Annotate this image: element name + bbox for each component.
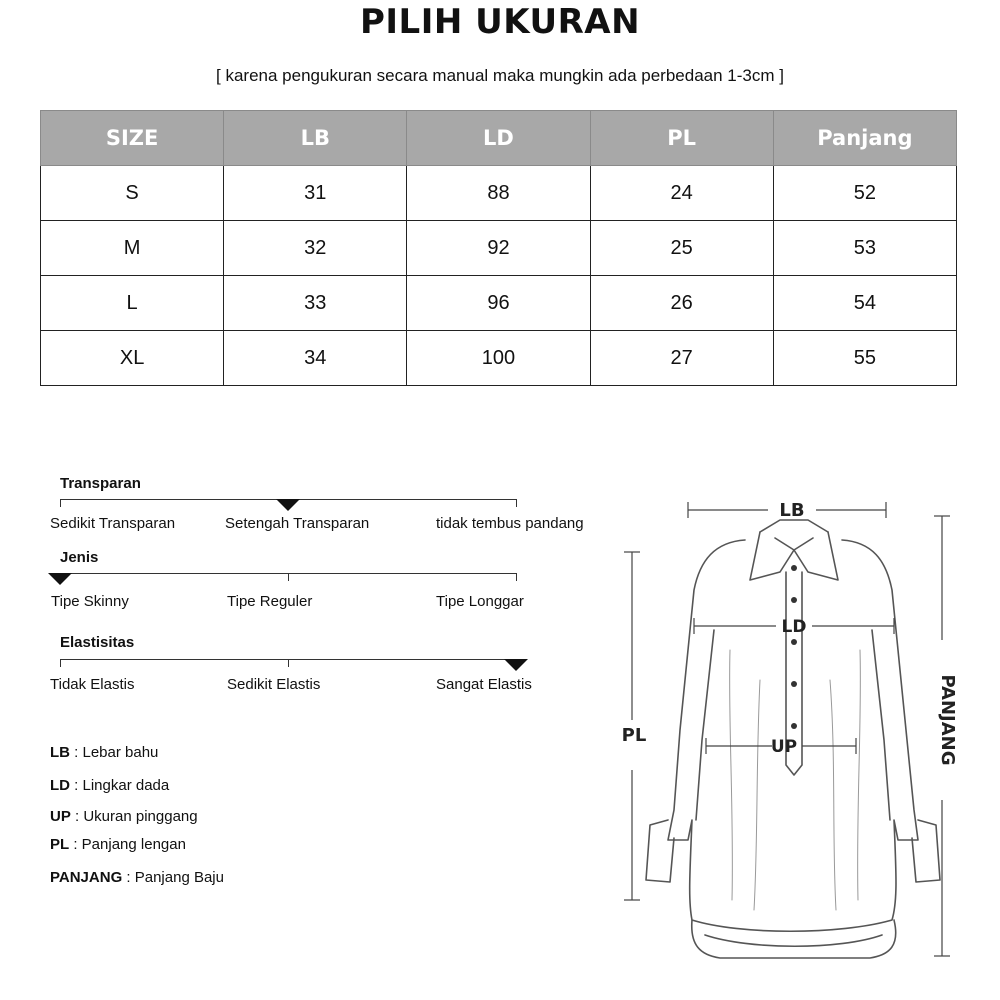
label-ld: LD xyxy=(781,617,807,637)
table-cell: 96 xyxy=(407,276,590,331)
table-cell: 92 xyxy=(407,221,590,276)
scale-option: Tipe Longgar xyxy=(436,593,524,610)
scale-jenis xyxy=(48,549,608,619)
table-row xyxy=(41,276,957,331)
table-cell: 24 xyxy=(590,166,773,221)
scale-tick xyxy=(288,573,289,581)
table-cell: 54 xyxy=(773,276,956,331)
table-cell: 52 xyxy=(773,166,956,221)
legend-desc: : Panjang Baju xyxy=(122,869,224,886)
selected-marker-icon xyxy=(276,499,300,511)
scale-tick xyxy=(60,659,61,667)
table-cell: S xyxy=(41,166,224,221)
legend-desc: : Lingkar dada xyxy=(70,777,170,794)
legend-abbr: LB xyxy=(50,744,70,761)
selected-marker-icon xyxy=(504,659,528,671)
label-pl: PL xyxy=(621,725,647,746)
size-table-header-row xyxy=(41,111,957,166)
table-cell: 100 xyxy=(407,331,590,386)
table-cell: 33 xyxy=(224,276,407,331)
table-cell: 27 xyxy=(590,331,773,386)
table-cell: M xyxy=(41,221,224,276)
legend-abbr: UP xyxy=(50,808,71,825)
legend-item-panjang xyxy=(50,869,224,886)
label-panjang: PANJANG xyxy=(937,674,958,766)
table-row xyxy=(41,331,957,386)
shirt-measurement-diagram xyxy=(610,480,990,980)
table-cell: 34 xyxy=(224,331,407,386)
page-subtitle: [ karena pengukuran secara manual maka mungkin ada perbedaan 1-3cm ] xyxy=(216,66,784,85)
scale-option: Tipe Skinny xyxy=(51,593,129,610)
scale-title: Jenis xyxy=(60,549,99,566)
header-pl: PL xyxy=(590,111,773,166)
legend-abbr: PANJANG xyxy=(50,869,123,886)
size-table xyxy=(40,110,957,386)
table-cell: 53 xyxy=(773,221,956,276)
scale-option: Sedikit Elastis xyxy=(227,676,321,693)
header-size: SIZE xyxy=(41,111,224,166)
scale-title: Elastisitas xyxy=(60,634,135,651)
header-panjang: Panjang xyxy=(773,111,956,166)
table-cell: 88 xyxy=(407,166,590,221)
legend-item-up xyxy=(50,808,198,825)
table-cell: 32 xyxy=(224,221,407,276)
measurement-labels xyxy=(622,500,958,766)
legend-item-ld xyxy=(50,777,169,794)
label-up: UP xyxy=(770,737,798,757)
scale-tick xyxy=(288,659,289,667)
scale-option: Setengah Transparan xyxy=(225,515,370,532)
scale-transparan xyxy=(48,475,608,545)
table-cell: 31 xyxy=(224,166,407,221)
header-ld: LD xyxy=(407,111,590,166)
selected-marker-icon xyxy=(48,573,72,585)
legend-item-pl xyxy=(50,836,186,853)
scale-tick xyxy=(516,499,517,507)
scale-option: Sangat Elastis xyxy=(436,676,532,693)
scale-option: tidak tembus pandang xyxy=(436,515,584,532)
scale-option: Tipe Reguler xyxy=(227,593,313,610)
legend-desc: : Ukuran pinggang xyxy=(70,808,198,825)
legend-item-lb xyxy=(50,744,158,761)
button-dots xyxy=(791,565,797,729)
page-title: PILIH UKURAN xyxy=(359,2,641,42)
label-lb: LB xyxy=(779,500,805,521)
scale-tick xyxy=(60,499,61,507)
scale-elastisitas xyxy=(48,634,608,704)
measurement-lines xyxy=(621,502,950,956)
table-row xyxy=(41,221,957,276)
table-cell: L xyxy=(41,276,224,331)
legend-abbr: LD xyxy=(50,777,70,794)
scale-option: Sedikit Transparan xyxy=(50,515,176,532)
table-row xyxy=(41,166,957,221)
table-cell: XL xyxy=(41,331,224,386)
legend-abbr: PL xyxy=(50,836,70,853)
table-cell: 26 xyxy=(590,276,773,331)
legend-desc: : Lebar bahu xyxy=(70,744,159,761)
legend-desc: : Panjang lengan xyxy=(69,836,186,853)
scale-option: Tidak Elastis xyxy=(50,676,135,693)
header-lb: LB xyxy=(224,111,407,166)
scale-title: Transparan xyxy=(60,475,141,492)
table-cell: 25 xyxy=(590,221,773,276)
scale-tick xyxy=(516,573,517,581)
table-cell: 55 xyxy=(773,331,956,386)
